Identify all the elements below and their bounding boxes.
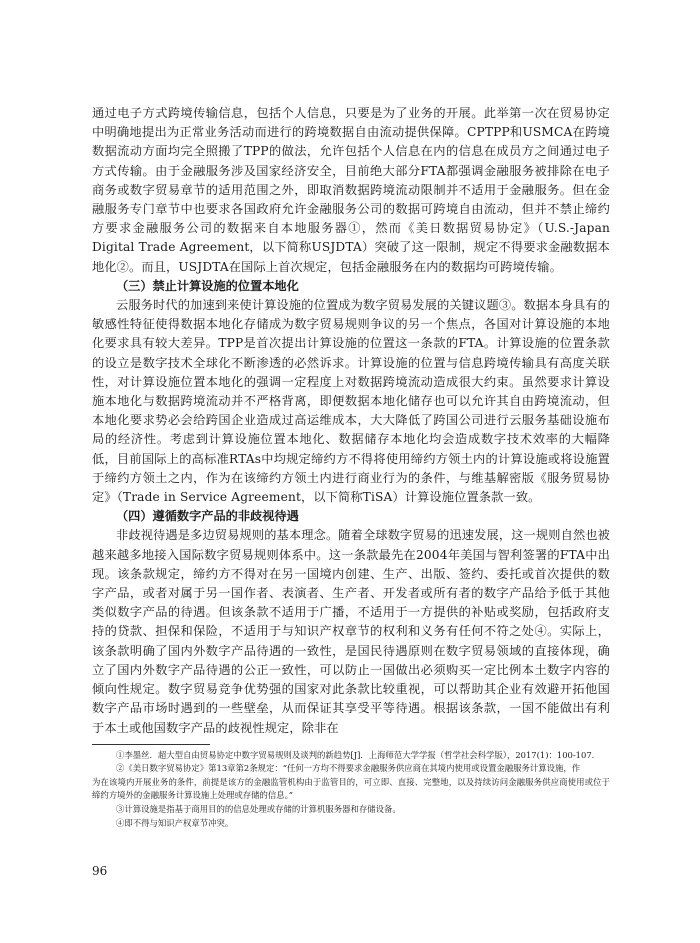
- page-content: [92, 104, 610, 830]
- footnote-divider: [92, 744, 210, 745]
- page-number: 96: [92, 864, 108, 878]
- footnote-2-continued: 为在该境内开展业务的条件，前提是该方的金融监管机构由于监管目的，可立即、直接、完整地，以及持续访问金融服务供应商使用或位于缔约方境外的金融服务计算设施上处理或存储的信息。”: [92, 776, 610, 801]
- section-heading-3: （三）禁止计算设施的位置本地化: [116, 278, 299, 293]
- paragraph-2: 云服务时代的加速到来使计算设施的位置成为数字贸易发展的关键议题③。数据本身具有的敏感性特征使得数据本地化存储成为数字贸易规则争议的另一个焦点，各国对计算设施的本地化要求具有较大差异。TPP是首次提出计算设施的位置这一条款的FTA。计算设施的位置条款的设立是数字技术全球化不断渗透的必然诉求。计算设施的位置与信息跨境传输具有高度关联性，对计算设施位置本地化的强调一定程度上对数据跨境流动造成很大约束。虽然要求计算设施本地化与数据跨境流动并不严格背离，即便数据本地化储存也可以允许其自由跨境流动，但本地化要求势必会给跨国企业造成过高运维成本，大大降低了跨国公司进行云服务基础设施布局的经济性。考虑到计算设施位置本地化、数据储存本地化均会造成数字技术效率的大幅降低，目前国际上的高标准RTAs中均规定缔约方不得将使用缔约方领土内的计算设施或将设施置于缔约方领土之内，作为在该缔约方领土内进行商业行为的条件，与维基解密版《服务贸易协定》（Trade in Service Agreement，以下简称TiSA）计算设施位置条款一致。: [92, 298, 610, 505]
- footnote-3: ③计算设施是指基于商用目的的信息处理或存储的计算机服务器和存储设备。: [116, 804, 401, 815]
- footnote-1: ①李墨丝．超大型自由贸易协定中数字贸易规则及谈判的新趋势[J]．上海师范大学学报（哲学社会科学版），2017(1)：100-107.: [116, 749, 595, 760]
- paragraph-1: 通过电子方式跨境传输信息，包括个人信息，只要是为了业务的开展。此举第一次在贸易协定中明确地提出为正常业务活动而进行的跨境数据自由流动提供保障。CPTPP和USMCA在跨境数据流动方面均完全照搬了TPP的做法，允许包括个人信息在内的信息在成员方之间通过电子方式传输。由于金融服务涉及国家经济安全，目前绝大部分FTA都强调金融服务被排除在电子商务或数字贸易章节的适用范围之外，即取消数据跨境流动限制并不适用于金融服务。但在金融服务专门章节中也要求各国政府允许金融服务公司的数据可跨境自由流动，但并不禁止缔约方要求金融服务公司的数据来自本地服务器①，然而《美日数据贸易协定》（U.S.-Japan Digital Trade Agreement，以下简称USJDTA）突破了这一限制，规定不得要求金融数据本地化②。而且，USJDTA在国际上首次规定，包括金融服务在内的数据均可跨境传输。: [92, 106, 610, 274]
- paragraph-3: 非歧视待遇是多边贸易规则的基本理念。随着全球数字贸易的迅速发展，这一规则自然也被越来越多地接入国际数字贸易规则体系中。这一条款最先在2004年美国与智利签署的FTA中出现。该条款规定，缔约方不得对在另一国境内创建、生产、出版、签约、委托或首次提供的数字产品，或者对属于另一国作者、表演者、生产者、开发者或所有者的数字产品给予低于其他类似数字产品的待遇。但该条款不适用于广播，不适用于一方提供的补贴或奖励，包括政府支持的贷款、担保和保险，不适用于与知识产权章节的权利和义务有任何不符之处④。实际上，该条款明确了国内外数字产品待遇的一致性，是国民待遇原则在数字贸易领域的直接体现，确立了国内外数字产品待遇的公正一致性，可以防止一国做出必须购买一定比例本土数字内容的倾向性规定。数字贸易竞争优势强的国家对此条款比较重视，可以帮助其企业有效避开拓他国数字产品市场时遇到的一些壁垒，从而保证其享受平等待遇。根据该条款，一国不能做出有利于本土或他国数字产品的歧视性规定，除非在: [92, 528, 610, 735]
- footnote-4: ④即不得与知识产权章节冲突。: [116, 817, 234, 828]
- footnote-2: ②《美日数字贸易协定》第13章第2条规定：“任何一方均不得要求金融服务供应商在其境内使用或设置金融服务计算设施，作: [116, 763, 581, 774]
- section-heading-4: （四）遵循数字产品的非歧视待遇: [116, 509, 299, 524]
